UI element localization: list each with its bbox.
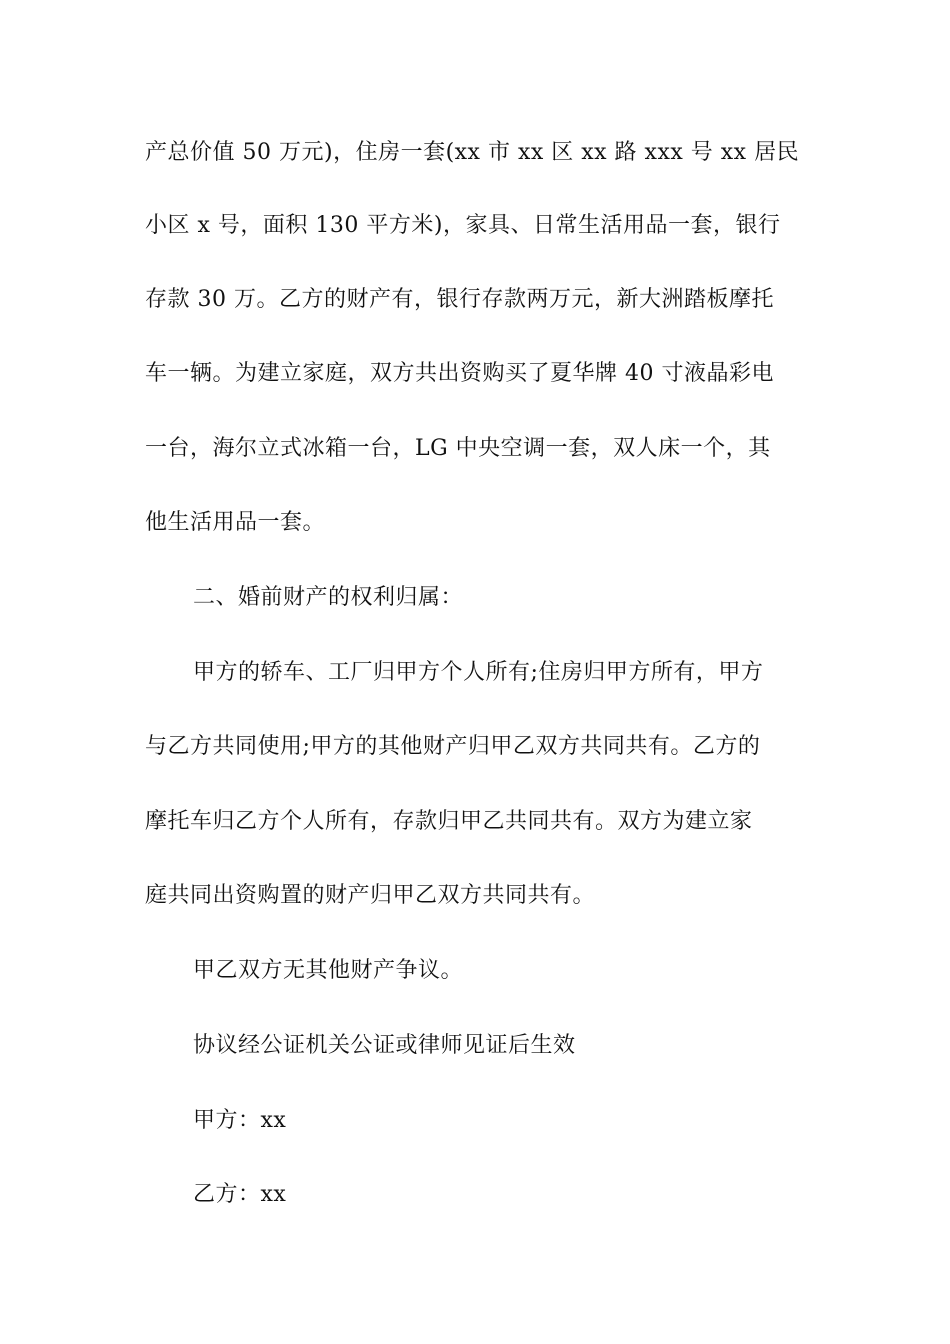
text-line: 庭共同出资购置的财产归甲乙双方共同共有。	[145, 883, 596, 908]
text-line: 协议经公证机关公证或律师见证后生效	[193, 1033, 576, 1058]
text-line: 甲乙双方无其他财产争议。	[193, 958, 464, 983]
text-line: 摩托车归乙方个人所有，存款归甲乙共同共有。双方为建立家	[145, 809, 753, 834]
party-b-signature: 乙方：xx	[193, 1182, 287, 1207]
text-line: 存款 30 万。乙方的财产有，银行存款两万元，新大洲踏板摩托	[145, 287, 774, 312]
party-a-signature: 甲方：xx	[193, 1108, 287, 1133]
text-line: 小区 x 号，面积 130 平方米)，家具、日常生活用品一套，银行	[145, 213, 781, 238]
text-line: 一台，海尔立式冰箱一台，LG 中央空调一套，双人床一个，其	[145, 436, 771, 461]
text-line: 甲方的轿车、工厂归甲方个人所有;住房归甲方所有，甲方	[193, 660, 764, 685]
section-heading: 二、婚前财产的权利归属：	[193, 585, 464, 610]
text-line: 与乙方共同使用;甲方的其他财产归甲乙双方共同共有。乙方的	[145, 734, 761, 759]
text-line: 他生活用品一套。	[145, 510, 326, 535]
text-line: 车一辆。为建立家庭，双方共出资购买了夏华牌 40 寸液晶彩电	[145, 361, 774, 386]
text-line: 产总价值 50 万元)，住房一套(xx 市 xx 区 xx 路 xxx 号 xx 居民	[145, 140, 800, 165]
